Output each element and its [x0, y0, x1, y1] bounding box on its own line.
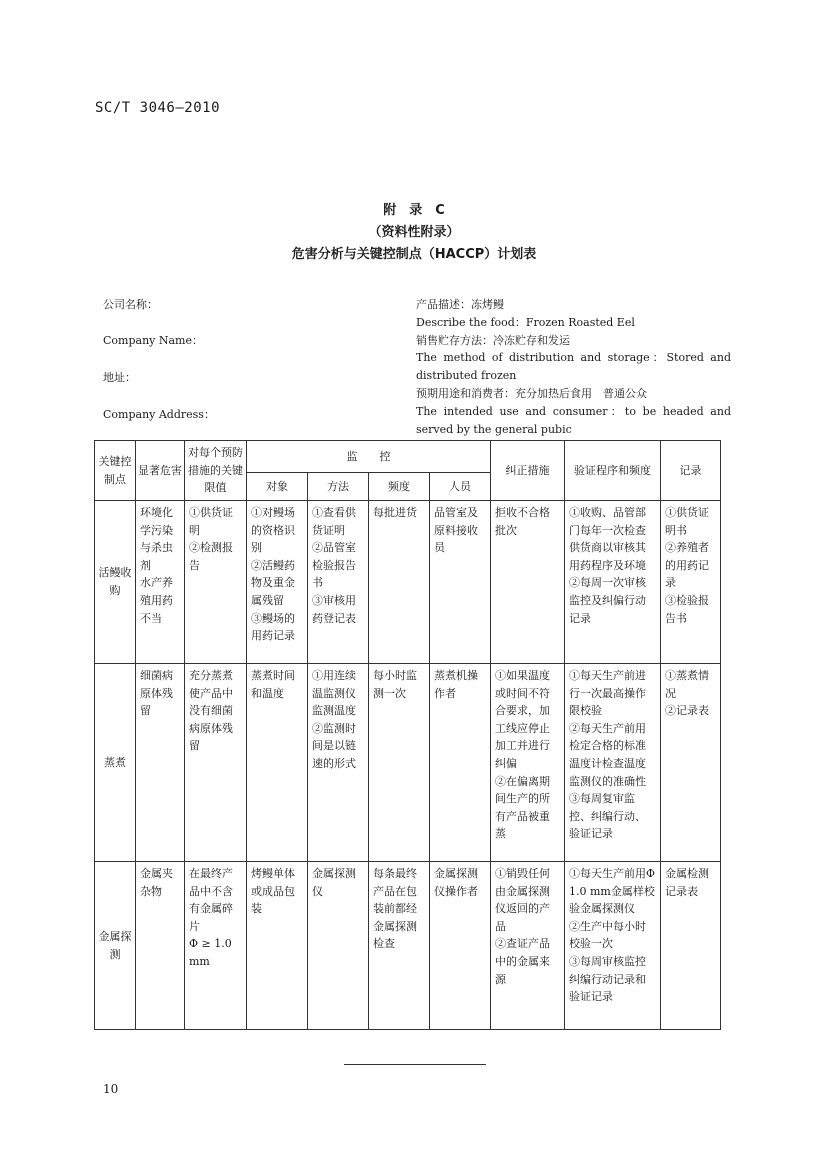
verify-line: ②每周一次审核监控及纠偏行动记录 — [569, 576, 646, 625]
object-cell — [247, 862, 308, 1030]
appendix-title: 附 录 C — [383, 203, 445, 218]
limit-cell — [185, 664, 247, 862]
object-line: 蒸煮时间和温度 — [251, 669, 295, 700]
record-line: ②养殖者的用药记录 — [665, 541, 709, 590]
corrective-line: ①销毁任何由金属探测仪返回的产品 — [495, 867, 550, 933]
title-block — [0, 200, 828, 266]
hazard-line: 金属夹杂物 — [140, 867, 173, 898]
frequency-line: 每小时监测一次 — [373, 669, 417, 700]
record-line: ③检验报告书 — [665, 593, 709, 625]
product-info — [416, 296, 731, 438]
table-row — [95, 664, 721, 862]
header-hazard: 显著危害 — [136, 441, 185, 501]
header-records: 记录 — [661, 441, 721, 501]
verify-line: ①每天生产前用Φ1.0 mm金属样校验金属探测仪 — [569, 867, 656, 916]
method-cell — [308, 862, 369, 1030]
company-name-en: Company Name： — [103, 334, 203, 347]
limit-line: ②检测报告 — [189, 541, 233, 572]
record-cell — [661, 501, 721, 664]
record-cell — [661, 664, 721, 862]
limit-line: ①供货证明 — [189, 506, 233, 537]
intended-use-cn: 预期用途和消费者：充分加热后食用 普通公众 — [416, 386, 647, 400]
ccp-cell: 蒸煮 — [95, 664, 136, 862]
hazard-line: 细菌病原体残留 — [140, 669, 173, 718]
person-line: 蒸煮机操作者 — [434, 669, 478, 700]
record-line: ①供货证明书 — [665, 506, 709, 537]
record-line: ②记录表 — [665, 704, 709, 718]
table-row — [95, 501, 721, 664]
header-critical-limit: 对每个预防措施的关键限值 — [185, 441, 247, 501]
hazard-line: 水产养殖用药不当 — [140, 576, 173, 625]
company-name-cn: 公司名称： — [103, 298, 158, 311]
standard-code: SC/T 3046—2010 — [95, 100, 221, 116]
header-object: 对象 — [247, 473, 308, 501]
object-line: ①对鳗场的资格识别 — [251, 506, 295, 555]
table-row — [95, 862, 721, 1030]
frequency-line: 每条最终产品在包装前都经金属探测检查 — [373, 867, 417, 951]
frequency-cell — [369, 501, 430, 664]
method-cell — [308, 664, 369, 862]
verify-line: ②每天生产前用检定合格的标准温度计检查温度监测仪的准确性 — [569, 721, 646, 788]
ccp-cell: 金属探测 — [95, 862, 136, 1030]
frequency-cell — [369, 664, 430, 862]
limit-cell — [185, 862, 247, 1030]
verify-cell — [565, 862, 661, 1030]
limit-line: Φ ≥ 1.0 mm — [189, 937, 232, 968]
hazard-cell — [136, 664, 185, 862]
method-line: ②监测时间是以链速的形式 — [312, 721, 356, 770]
object-cell — [247, 501, 308, 664]
ccp-cell: 活鳗收购 — [95, 501, 136, 664]
verify-line: ③每周审核监控纠编行动记录和验证记录 — [569, 954, 646, 1004]
person-cell — [430, 862, 491, 1030]
object-cell — [247, 664, 308, 862]
corrective-line: ①如果温度或时间不符合要求，加工线应停止加工并进行纠偏 — [495, 669, 550, 770]
corrective-cell — [491, 501, 565, 664]
person-cell — [430, 501, 491, 664]
header-verification: 验证程序和频度 — [565, 441, 661, 501]
header-corrective-action: 纠正措施 — [491, 441, 565, 501]
corrective-cell — [491, 664, 565, 862]
header-frequency: 频度 — [369, 473, 430, 501]
header-ccp: 关键控制点 — [95, 441, 136, 501]
method-line: 金属探测仪 — [312, 867, 356, 898]
intended-use-en: The intended use and consumer：to be headed and served by the general pubic — [416, 404, 731, 436]
method-line: ②品管室检验报告书 — [312, 541, 356, 590]
hazard-cell — [136, 862, 185, 1030]
storage-method-cn: 销售贮存方法：冷冻贮存和发运 — [416, 333, 570, 347]
person-line: 金属探测仪操作者 — [434, 867, 478, 898]
method-line: ①查看供货证明 — [312, 506, 356, 537]
address-en: Company Address： — [103, 408, 215, 421]
record-line: 金属检测记录表 — [665, 867, 709, 898]
corrective-cell — [491, 862, 565, 1030]
corrective-line: ②在偏离期间生产的所有产品被重蒸 — [495, 774, 550, 841]
person-line: 品管室及原料接收员 — [434, 506, 478, 555]
limit-cell — [185, 501, 247, 664]
page-number: 10 — [103, 1082, 119, 1096]
header-method: 方法 — [308, 473, 369, 501]
header-person: 人员 — [430, 473, 491, 501]
end-rule — [344, 1064, 486, 1065]
method-line: ③审核用药登记表 — [312, 593, 356, 625]
verify-cell — [565, 501, 661, 664]
object-line: ③鳗场的用药记录 — [251, 611, 295, 643]
record-line: ①蒸煮情况 — [665, 669, 709, 700]
frequency-line: 每批进货 — [373, 506, 417, 519]
haccp-plan-table — [94, 440, 721, 1030]
corrective-line: 拒收不合格批次 — [495, 506, 550, 537]
verify-line: ①每天生产前进行一次最高操作限校验 — [569, 669, 646, 718]
storage-method-en: The method of distribution and storage：Stored and distributed frozen — [416, 351, 731, 383]
record-cell — [661, 862, 721, 1030]
table-title: 危害分析与关键控制点（HACCP）计划表 — [291, 247, 537, 262]
header-monitoring: 监 控 — [247, 441, 491, 473]
object-line: ②活鳗药物及重金属残留 — [251, 558, 295, 607]
hazard-line: 环境化学污染与杀虫剂 — [140, 506, 173, 572]
limit-line: 充分蒸煮使产品中没有细菌病原体残留 — [189, 669, 233, 753]
limit-line: 在最终产品中不含有金属碎片 — [189, 867, 233, 933]
frequency-cell — [369, 862, 430, 1030]
hazard-cell — [136, 501, 185, 664]
address-cn: 地址： — [103, 371, 136, 384]
appendix-nature: （资料性附录） — [368, 225, 460, 240]
verify-line: ③每周复审监控、纠编行动、验证记录 — [569, 792, 646, 841]
person-cell — [430, 664, 491, 862]
method-line: ①用连续温监测仪监测温度 — [312, 669, 356, 718]
verify-cell — [565, 664, 661, 862]
corrective-line: ②查证产品中的金属来源 — [495, 937, 550, 986]
verify-line: ②生产中每小时校验一次 — [569, 919, 646, 951]
object-line: 烤鳗单体或成品包装 — [251, 867, 295, 916]
product-desc-en: Describe the food：Frozen Roasted Eel — [416, 315, 635, 329]
product-desc-cn: 产品描述：冻烤鳗 — [416, 298, 504, 311]
verify-line: ①收购、品管部门每年一次检查供货商以审核其用药程序及环境 — [569, 506, 646, 572]
method-cell — [308, 501, 369, 664]
